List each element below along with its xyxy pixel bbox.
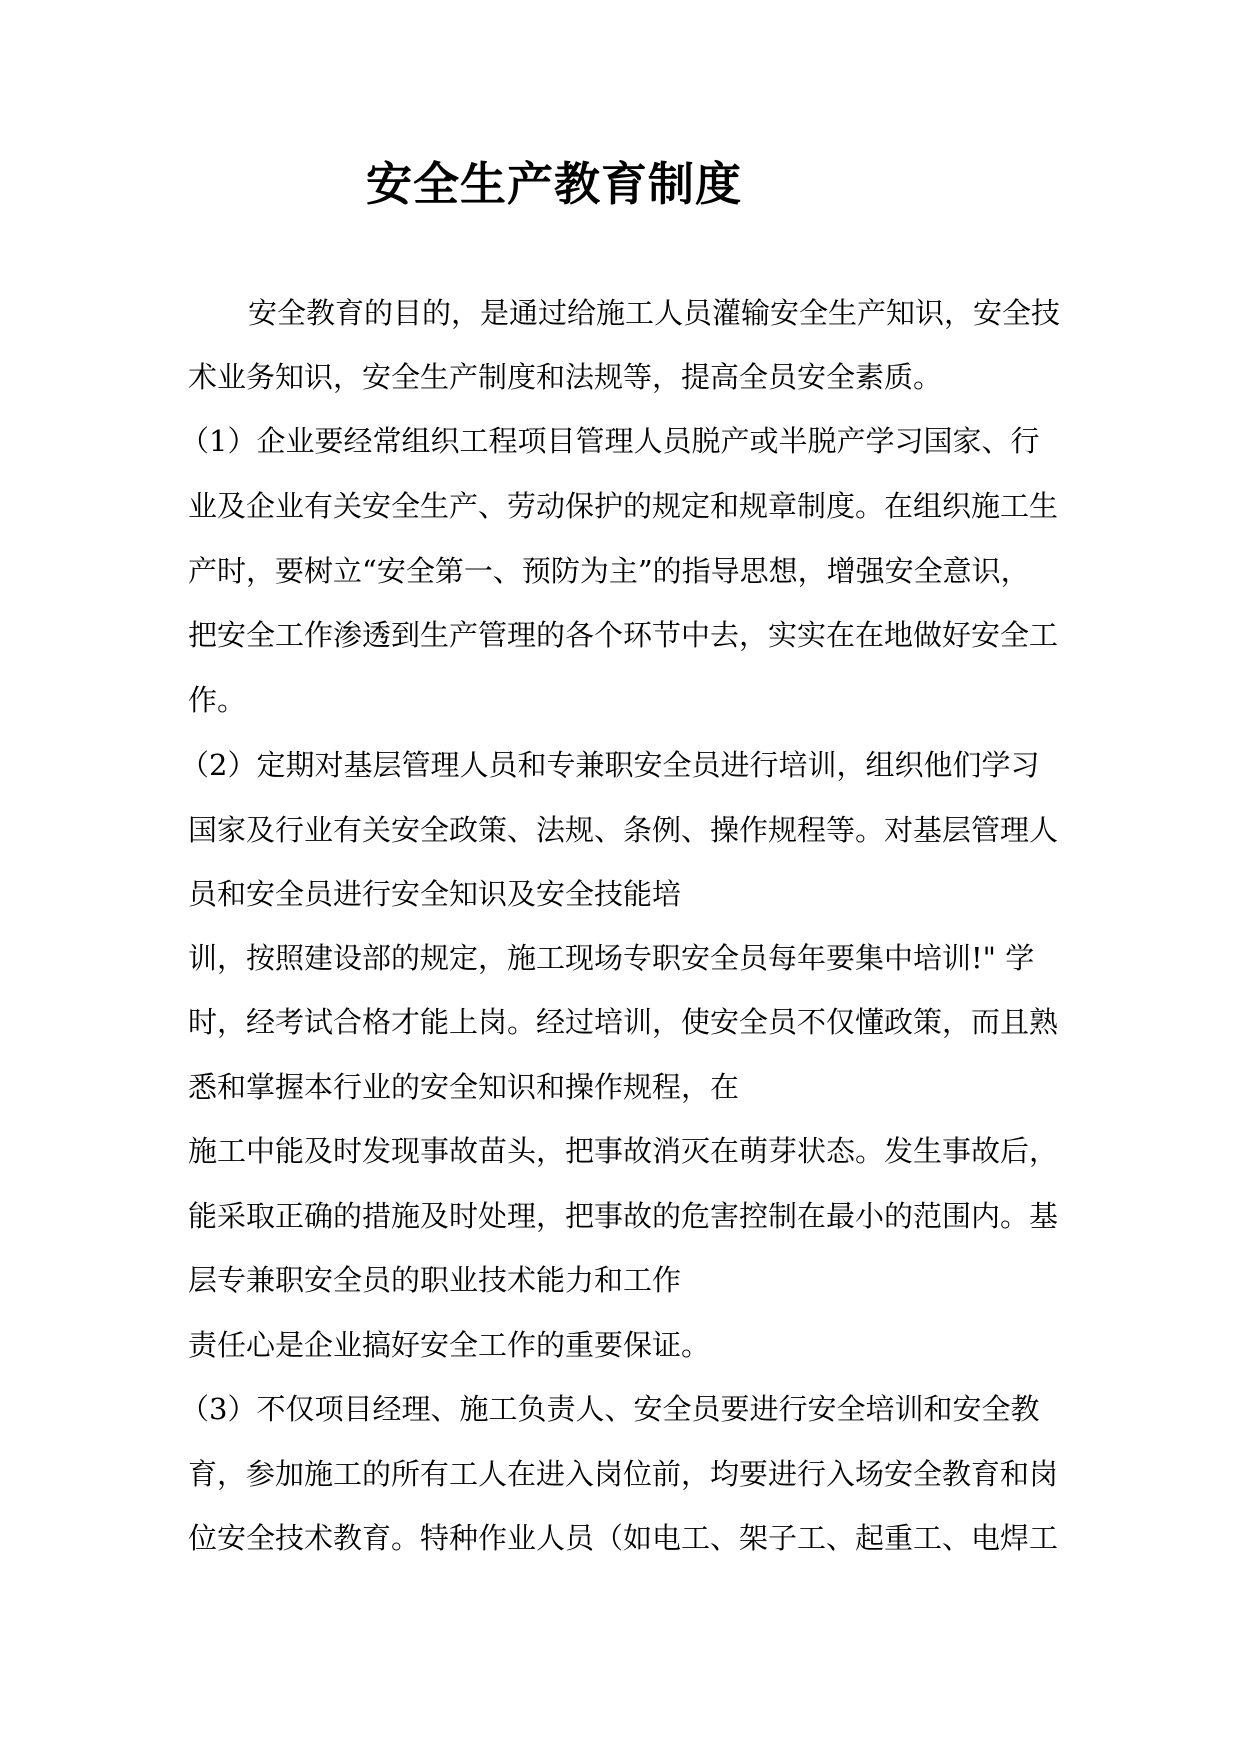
text-line: 把安全工作渗透到生产管理的各个环节中去，实实在在地做好安全工 [188, 618, 1059, 652]
text-line: 位安全技术教育。特种作业人员（如电工、架子工、起重工、电焊工 [188, 1521, 1059, 1555]
text-line: 时，经考试合格才能上岗。经过培训，使安全员不仅懂政策，而且熟 [188, 1005, 1059, 1039]
text-line: 层专兼职安全员的职业技术能力和工作 [188, 1263, 682, 1297]
text-line: 业及企业有关安全生产、劳动保护的规定和规章制度。在组织施工生 [188, 489, 1059, 523]
text-line: 安全教育的目的，是通过给施工人员灌输安全生产知识，安全技 [248, 296, 1061, 330]
text-line: 训，按照建设部的规定，施工现场专职安全员每年要集中培训!" 学 [188, 941, 1035, 975]
text-line: 能采取正确的措施及时处理，把事故的危害控制在最小的范围内。基 [188, 1199, 1059, 1233]
text-line: 施工中能及时发现事故苗头，把事故消灭在萌芽状态。发生事故后， [188, 1134, 1059, 1168]
text-line: 悉和掌握本行业的安全知识和操作规程，在 [188, 1070, 740, 1104]
document-title: 安全生产教育制度 [366, 157, 742, 211]
text-line: 产时，要树立“安全第一、预防为主”的指导思想，增强安全意识， [188, 554, 1030, 588]
text-line: （2）定期对基层管理人员和专兼职安全员进行培训，组织他们学习 [180, 748, 1040, 782]
text-line: 责任心是企业搞好安全工作的重要保证。 [188, 1328, 711, 1362]
text-line: （1）企业要经常组织工程项目管理人员脱产或半脱产学习国家、行 [180, 424, 1040, 458]
text-line: 术业务知识，安全生产制度和法规等，提高全员安全素质。 [188, 360, 943, 394]
text-line: 育，参加施工的所有工人在进入岗位前，均要进行入场安全教育和岗 [188, 1457, 1059, 1491]
text-line: （3）不仅项目经理、施工负责人、安全员要进行安全培训和安全教 [180, 1392, 1040, 1426]
text-line: 作。 [188, 683, 247, 717]
text-line: 国家及行业有关安全政策、法规、条例、操作规程等。对基层管理人 [188, 813, 1059, 847]
text-line: 员和安全员进行安全知识及安全技能培 [188, 877, 682, 911]
